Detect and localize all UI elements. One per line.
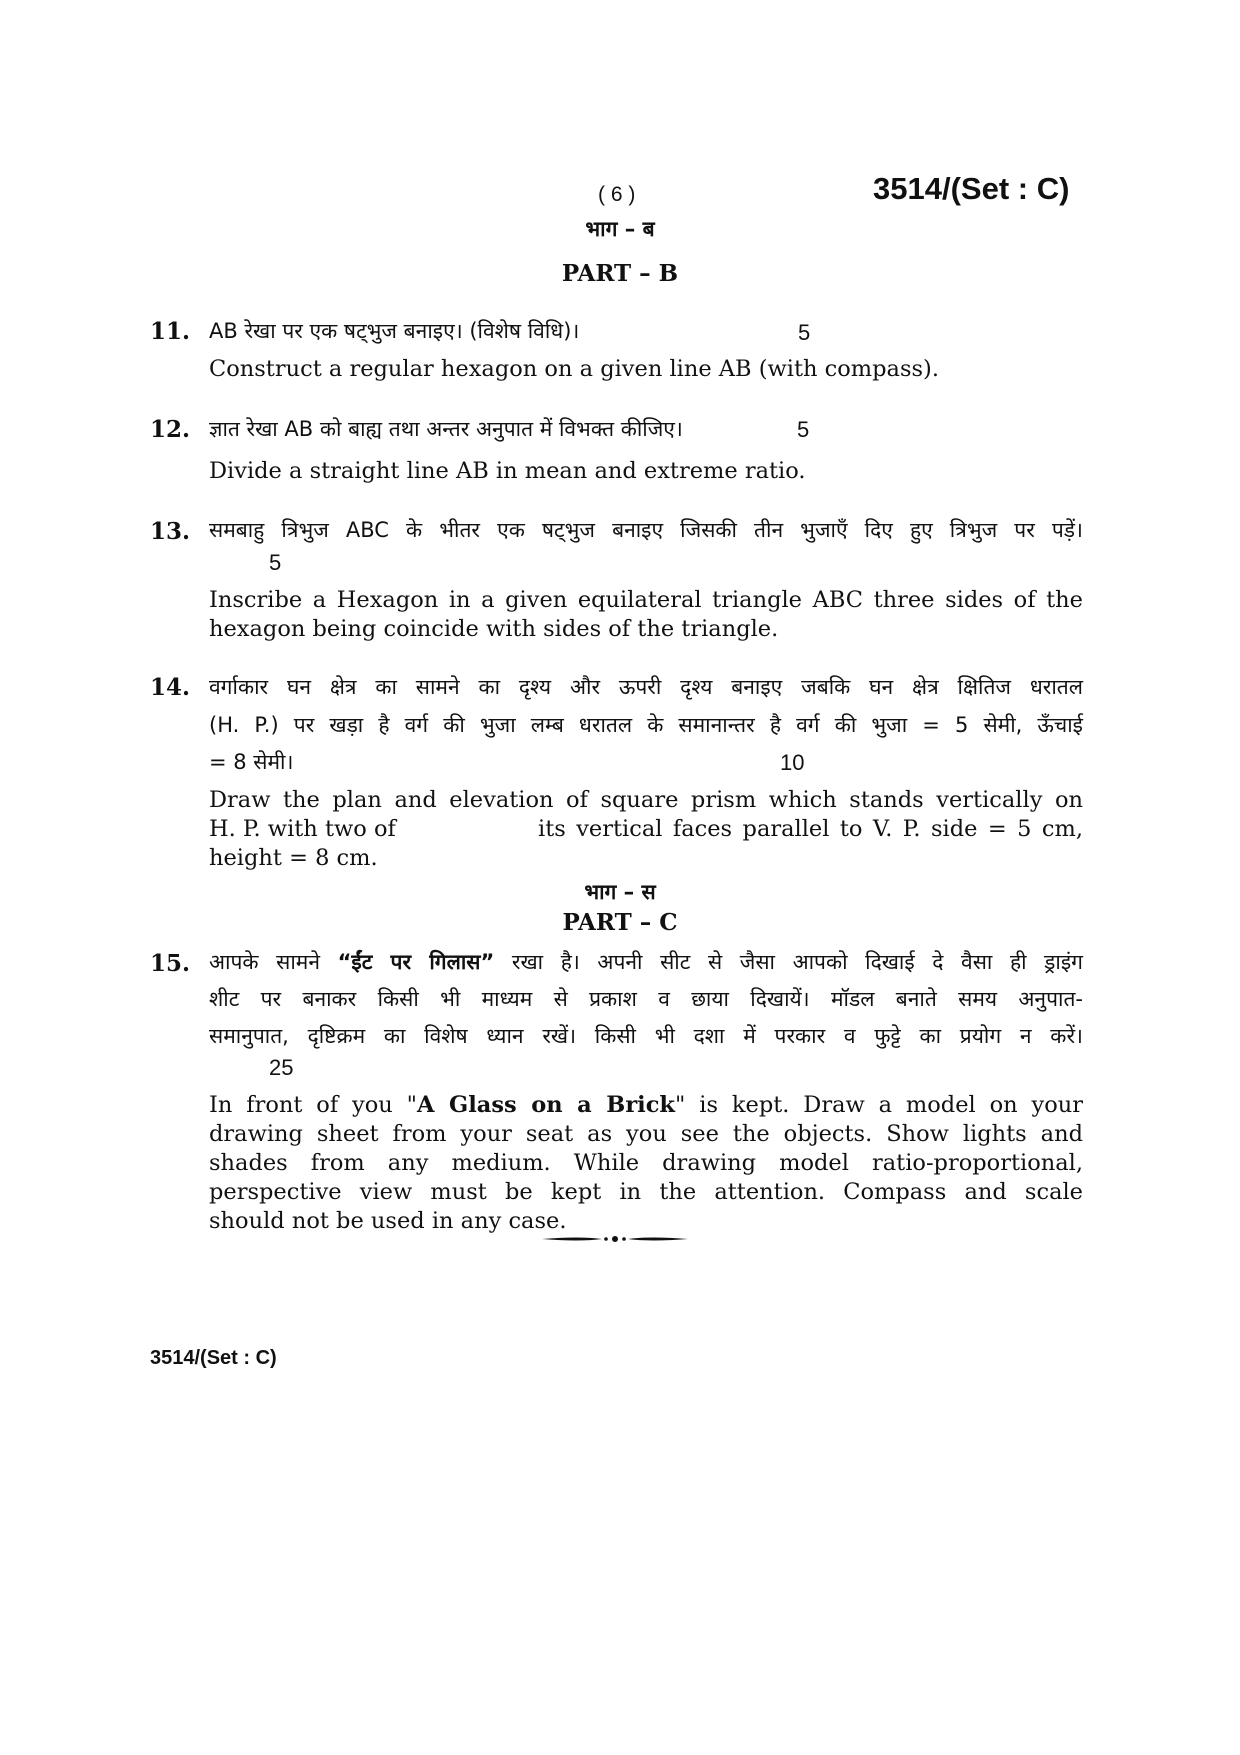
question-text-english-line-5: should not be used in any case. <box>209 1208 567 1234</box>
hindi-text-segment: आपके सामने <box>209 950 320 974</box>
part-c-heading-hindi: भाग – स <box>584 880 656 904</box>
question-text-english-line-1: Inscribe a Hexagon in a given equilateral triangle ABC three sides of the <box>209 587 1083 613</box>
question-text-hindi-line-2: शीट पर बनाकर किसी भी माध्यम से प्रकाश व छाया दिखायें। मॉडल बनाते समय अनुपात- <box>209 987 1083 1011</box>
question-number: 14. <box>150 674 191 701</box>
question-text-hindi-line-3: समानुपात, दृष्टिक्रम का विशेष ध्यान रखें। किसी भी दशा में परकार व फुट्टे का प्रयोग न करें। <box>209 1024 1083 1048</box>
question-text-hindi: समबाहु त्रिभुज ABC के भीतर एक षट्भुज बनाइए जिसकी तीन भुजाएँ दिए हुए त्रिभुज पर पड़ें। <box>209 518 1083 542</box>
english-text-segment: " is kept. Draw a model on your <box>675 1092 1083 1118</box>
question-text-english: Construct a regular hexagon on a given line AB (with compass). <box>209 356 939 382</box>
question-text-english-line-4: perspective view must be kept in the attention. Compass and scale <box>209 1179 1083 1205</box>
question-text-english-line-3: shades from any medium. While drawing model ratio-proportional, <box>209 1150 1083 1176</box>
part-b-heading-hindi: भाग – ब <box>585 217 655 241</box>
question-text-english-line-2a: H. P. with two of <box>209 816 396 842</box>
page-number: ( 6 ) <box>598 183 636 206</box>
question-number: 15. <box>150 950 191 977</box>
question-text-hindi: ज्ञात रेखा AB को बाह्य तथा अन्तर अनुपात में विभक्त कीजिए। <box>209 417 683 441</box>
part-b-heading-english: PART – B <box>561 260 679 287</box>
question-marks: 5 <box>797 417 810 442</box>
question-text-english-line-3: height = 8 cm. <box>209 845 378 871</box>
question-marks: 5 <box>798 320 811 345</box>
question-text-hindi-line-1 <box>209 948 1083 976</box>
english-text-segment: In front of you " <box>209 1092 418 1118</box>
question-text-english-line-1 <box>209 1092 1083 1118</box>
question-text-hindi-line-1: वर्गाकार घन क्षेत्र का सामने का दृश्य और ऊपरी दृश्य बनाइए जबकि घन क्षेत्र क्षितिज धरातल <box>209 675 1083 699</box>
question-number: 12. <box>150 416 191 443</box>
paper-code-footer: 3514/(Set : C) <box>150 1347 277 1369</box>
part-c-heading-english: PART – C <box>562 909 678 936</box>
question-text-english-line-2: drawing sheet from your seat as you see the objects. Show lights and <box>209 1121 1083 1147</box>
question-text-english: Divide a straight line AB in mean and extreme ratio. <box>209 458 806 484</box>
question-text-hindi: AB रेखा पर एक षट्भुज बनाइए। (विशेष विधि)। <box>209 319 580 343</box>
paper-code-header: 3514/(Set : C) <box>873 171 1070 206</box>
question-marks: 25 <box>269 1055 294 1080</box>
question-text-english-line-2: hexagon being coincide with sides of the triangle. <box>209 616 779 642</box>
question-text-hindi-line-2: (H. P.) पर खड़ा है वर्ग की भुजा लम्ब धरातल के समानान्तर है वर्ग की भुजा = 5 सेमी, ऊँचाई <box>209 713 1083 737</box>
question-text-hindi-line-3: = 8 सेमी। <box>209 750 294 774</box>
hindi-text-segment: रखा है। अपनी सीट से जैसा आपको दिखाई दे वैसा ही ड्राइंग <box>511 950 1083 974</box>
question-marks: 10 <box>780 750 805 775</box>
hindi-object-name: “ईंट पर गिलास” <box>337 950 495 974</box>
question-text-english-line-1: Draw the plan and elevation of square prism which stands vertically on <box>209 787 1083 813</box>
question-marks: 5 <box>269 550 282 575</box>
end-ornament-divider <box>540 1232 690 1246</box>
english-object-name: A Glass on a Brick <box>417 1092 676 1118</box>
question-text-english-line-2b: its vertical faces parallel to V. P. side = 5 cm, <box>538 816 1083 842</box>
question-number: 13. <box>150 518 191 545</box>
question-number: 11. <box>150 318 191 345</box>
